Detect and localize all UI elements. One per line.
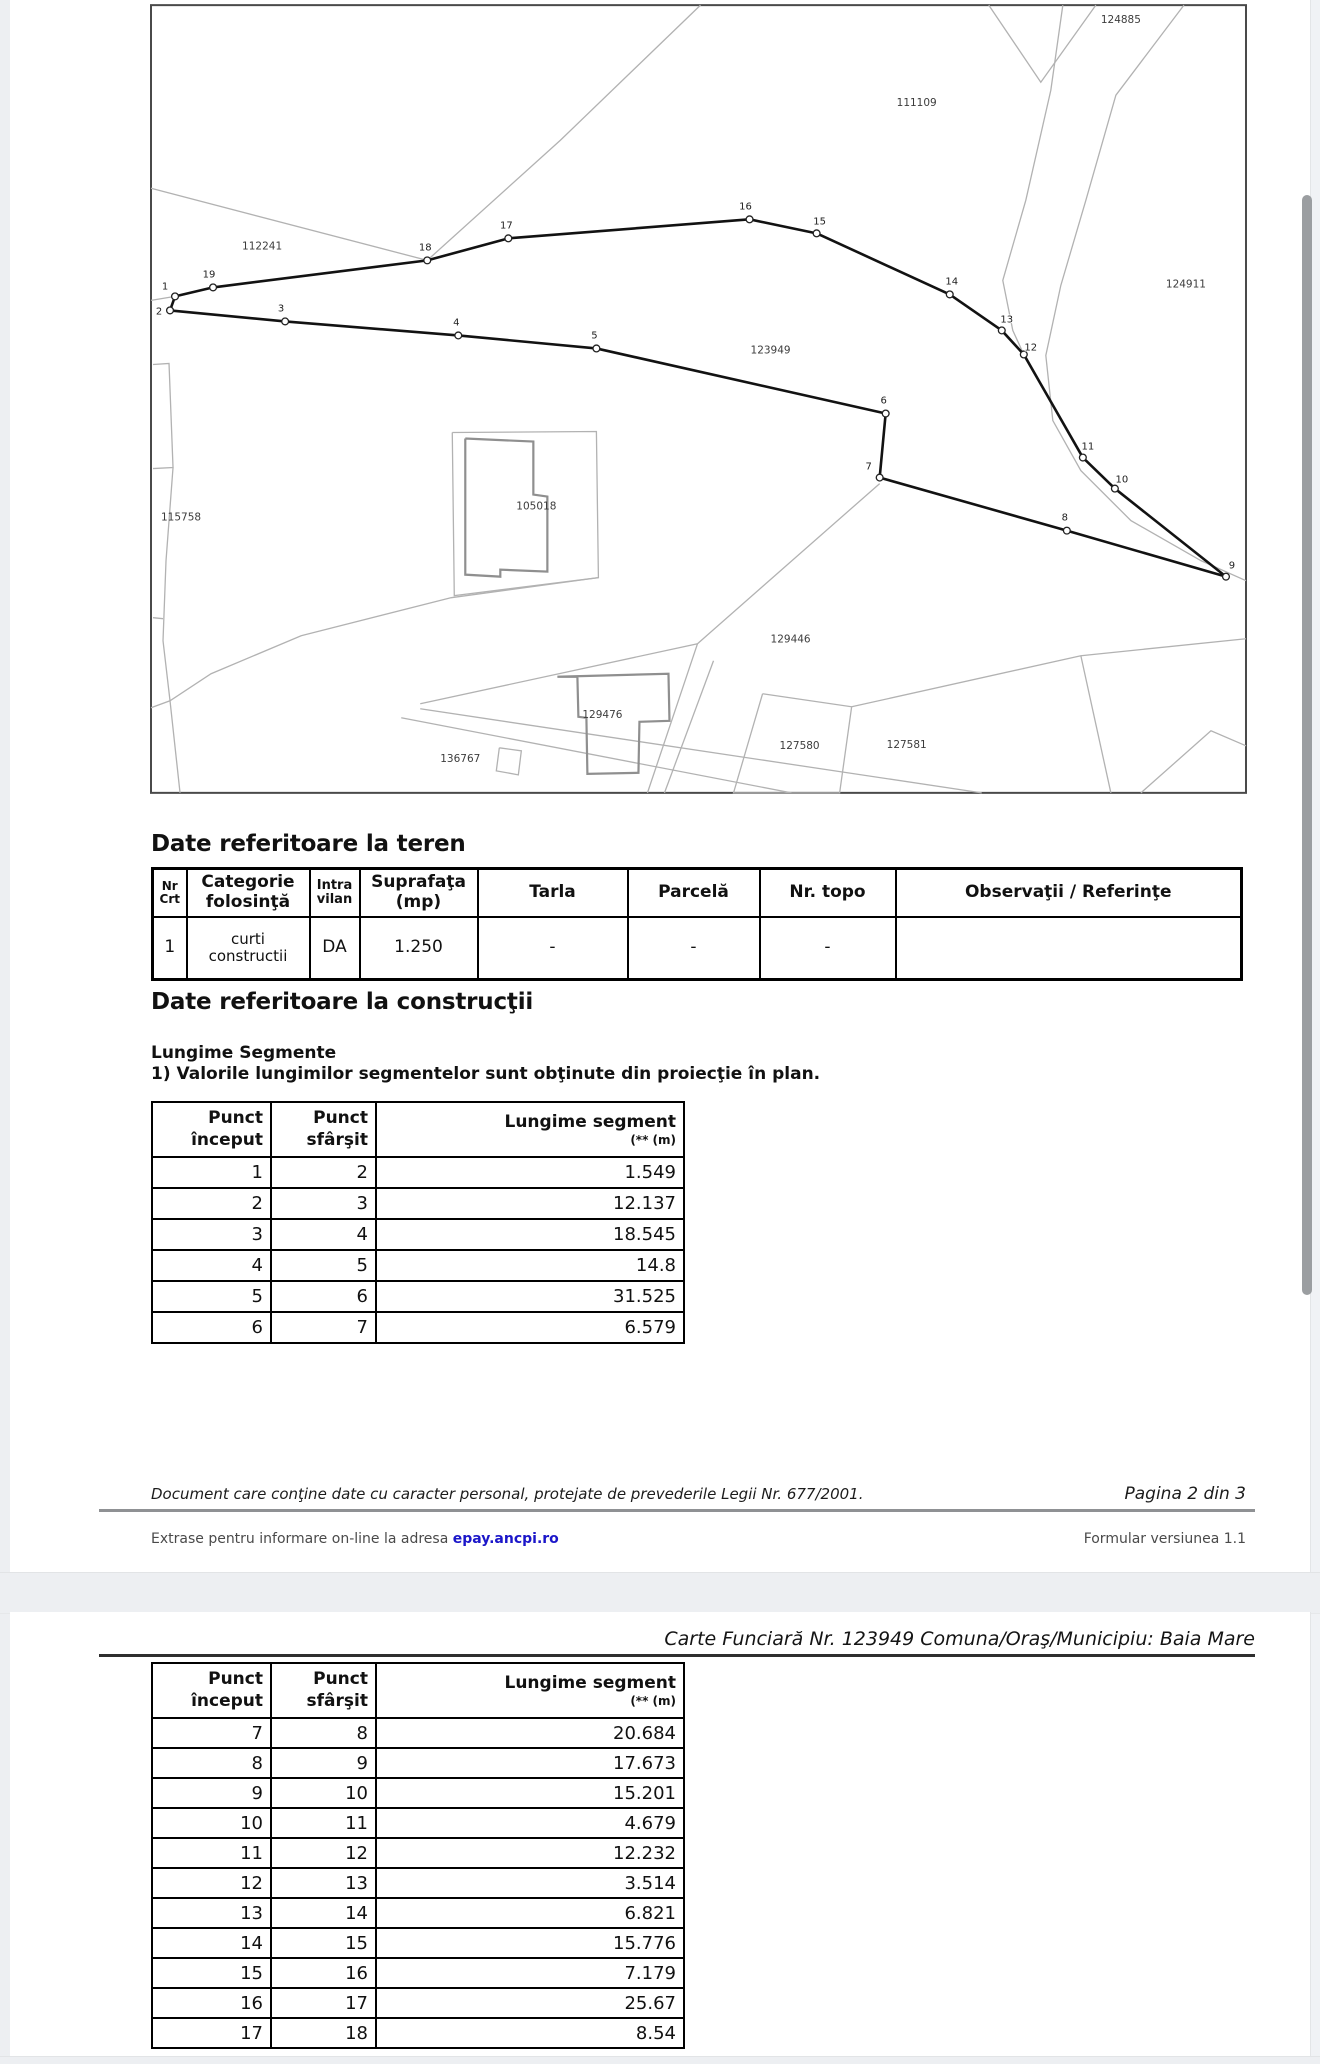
table-cell bbox=[271, 1718, 376, 1748]
boundary-point-marker bbox=[746, 216, 753, 223]
table-cell bbox=[271, 1838, 376, 1868]
table-cell bbox=[271, 1157, 376, 1188]
table-cell-text: 17.673 bbox=[613, 1752, 676, 1774]
table-cell-text: Nr bbox=[161, 878, 178, 893]
table-cell bbox=[152, 1808, 271, 1838]
table-cell-text: 5 bbox=[356, 1255, 368, 1276]
table-cell-text: 16 bbox=[240, 1992, 263, 2014]
boundary-point-number: 13 bbox=[1000, 314, 1014, 326]
table-cell bbox=[152, 1281, 271, 1312]
footer-rule bbox=[99, 1509, 1255, 1512]
formular-version: Formular versiunea 1.1 bbox=[1083, 1531, 1246, 1547]
table-cell bbox=[152, 1157, 271, 1188]
table-cell-text: 14 bbox=[240, 1932, 263, 1954]
table-row bbox=[152, 1868, 684, 1898]
cadastral-map bbox=[150, 4, 1248, 795]
table-cell-text: 1.250 bbox=[394, 937, 443, 958]
page-indicator: Pagina 2 din 3 bbox=[1124, 1484, 1246, 1504]
table-cell-text: 1.549 bbox=[624, 1162, 676, 1183]
table-cell-text: 18.545 bbox=[613, 1224, 676, 1245]
table-cell bbox=[152, 1838, 271, 1868]
table-cell-text: 6.579 bbox=[624, 1317, 676, 1338]
table-cell bbox=[152, 1188, 271, 1219]
table-cell-text: 7 bbox=[356, 1317, 368, 1338]
table-cell bbox=[376, 1838, 684, 1868]
table-cell-text: 8 bbox=[251, 1752, 263, 1774]
segments-data-table bbox=[151, 1101, 685, 1344]
table-cell bbox=[152, 2018, 271, 2048]
footer-privacy-row bbox=[151, 1484, 1246, 1504]
table-cell-text: 6.821 bbox=[624, 1902, 676, 1924]
segments-title: Lungime Segmente bbox=[151, 1043, 337, 1063]
table-cell bbox=[376, 1718, 684, 1748]
table-cell-text: constructii bbox=[208, 947, 288, 965]
boundary-point-number: 19 bbox=[202, 269, 216, 281]
boundary-point-marker bbox=[998, 327, 1005, 334]
table-cell-text: sfârşit bbox=[306, 1129, 368, 1150]
table-cell-text: 4 bbox=[251, 1255, 263, 1276]
table-cell bbox=[376, 1188, 684, 1219]
table-cell bbox=[152, 1748, 271, 1778]
table-cell-text: Punct bbox=[313, 1108, 368, 1129]
boundary-point-marker bbox=[882, 410, 889, 417]
column-header bbox=[628, 869, 760, 918]
table-cell bbox=[271, 1219, 376, 1250]
table-cell-text: 10 bbox=[345, 1782, 368, 1804]
column-header bbox=[310, 869, 360, 918]
epay-ancpi-link[interactable]: epay.ancpi.ro bbox=[452, 1531, 559, 1547]
column-header bbox=[896, 869, 1242, 918]
carte-funciara-heading: Carte Funciară Nr. 123949 Comuna/Oraş/Municipiu: Baia Mare bbox=[664, 1628, 1255, 1650]
table-cell-text: 13 bbox=[345, 1872, 368, 1894]
table-cell-text: 7.179 bbox=[624, 1962, 676, 1984]
table-header-row bbox=[152, 1663, 684, 1718]
table-cell-text: 12.232 bbox=[613, 1842, 676, 1864]
table-cell bbox=[152, 1778, 271, 1808]
table-cell-text: Parcelă bbox=[658, 882, 729, 903]
table-cell-text: folosinţă bbox=[205, 892, 291, 912]
boundary-point-marker bbox=[455, 332, 462, 339]
bottom-cut-band bbox=[0, 2056, 1320, 2064]
table-cell bbox=[271, 1250, 376, 1281]
table-cell-text: 10 bbox=[240, 1812, 263, 1834]
boundary-point-marker bbox=[167, 307, 174, 314]
parcel-number-label: 127581 bbox=[886, 738, 927, 751]
table-row bbox=[152, 1250, 684, 1281]
boundary-point-marker bbox=[505, 235, 512, 242]
boundary-point-number: 17 bbox=[499, 220, 513, 232]
table-cell-text: Intra bbox=[316, 877, 353, 893]
teren-data-table bbox=[151, 867, 1243, 981]
table-cell-text: 8 bbox=[356, 1722, 368, 1744]
table-cell-text: 13 bbox=[240, 1902, 263, 1924]
table-cell bbox=[628, 917, 760, 980]
table-cell-text: Lungime segment bbox=[504, 1111, 676, 1132]
table-cell-text: Lungime segment bbox=[504, 1672, 676, 1693]
parcel-number-label: 115758 bbox=[160, 511, 202, 524]
table-cell bbox=[152, 1988, 271, 2018]
segments-table-page2 bbox=[151, 1101, 685, 1344]
table-cell bbox=[271, 2018, 376, 2048]
boundary-point-number: 9 bbox=[1228, 560, 1236, 572]
table-cell bbox=[376, 1778, 684, 1808]
teren-heading: Date referitoare la teren bbox=[151, 831, 466, 857]
table-header-row bbox=[153, 869, 1242, 918]
table-cell-text: 5 bbox=[251, 1286, 263, 1307]
table-cell-text: 11 bbox=[345, 1812, 368, 1834]
table-cell bbox=[271, 1898, 376, 1928]
column-header bbox=[271, 1102, 376, 1157]
table-cell-text: 3 bbox=[251, 1224, 263, 1245]
table-cell-text: Tarla bbox=[529, 882, 576, 903]
boundary-point-marker bbox=[282, 318, 289, 325]
table-row bbox=[152, 1778, 684, 1808]
parcel-number-label: 111109 bbox=[896, 97, 937, 110]
table-row bbox=[152, 1157, 684, 1188]
extrase-prefix: Extrase pentru informare on-line la adresa bbox=[151, 1531, 453, 1547]
table-cell-text: Punct bbox=[208, 1669, 263, 1690]
boundary-point-marker bbox=[424, 257, 431, 264]
scrollbar-thumb[interactable] bbox=[1302, 195, 1312, 1295]
table-row bbox=[152, 1718, 684, 1748]
table-cell-text: 11 bbox=[240, 1842, 263, 1864]
boundary-point-marker bbox=[1111, 485, 1118, 492]
column-header bbox=[271, 1663, 376, 1718]
table-cell bbox=[376, 1250, 684, 1281]
table-cell bbox=[152, 1250, 271, 1281]
boundary-point-number: 4 bbox=[453, 317, 460, 329]
boundary-point-marker bbox=[946, 291, 953, 298]
boundary-point-number: 15 bbox=[813, 216, 826, 228]
boundary-point-number: 16 bbox=[739, 201, 752, 213]
table-cell-text: 15 bbox=[345, 1932, 368, 1954]
pdf-page-2 bbox=[10, 0, 1311, 1572]
table-cell bbox=[152, 1928, 271, 1958]
segments-data-table bbox=[151, 1662, 685, 2049]
table-row bbox=[152, 1748, 684, 1778]
table-cell-text: 6 bbox=[356, 1286, 368, 1307]
table-cell-text: 14.8 bbox=[635, 1255, 676, 1276]
table-cell bbox=[760, 917, 896, 980]
table-cell-text: 1 bbox=[251, 1162, 263, 1183]
table-cell-text: 31.525 bbox=[613, 1286, 676, 1307]
table-cell-text: 12 bbox=[240, 1872, 263, 1894]
table-cell bbox=[376, 1868, 684, 1898]
table-cell bbox=[152, 1958, 271, 1988]
heading-rule bbox=[99, 1654, 1255, 1657]
table-cell-text: 20.684 bbox=[613, 1722, 676, 1744]
column-header bbox=[376, 1663, 684, 1718]
teren-table bbox=[151, 867, 1243, 981]
boundary-point-number: 1 bbox=[161, 281, 169, 293]
table-cell-text: 17 bbox=[240, 2022, 263, 2044]
boundary-point-number: 11 bbox=[1081, 441, 1095, 453]
table-cell-text: 12.137 bbox=[613, 1193, 676, 1214]
table-row bbox=[152, 1898, 684, 1928]
parcel-number-label: 127580 bbox=[779, 739, 820, 752]
table-cell bbox=[271, 1988, 376, 2018]
boundary-point-number: 8 bbox=[1061, 512, 1069, 524]
table-row bbox=[152, 1219, 684, 1250]
boundary-point-number: 12 bbox=[1024, 342, 1038, 354]
table-row bbox=[152, 1838, 684, 1868]
left-margin-strip bbox=[0, 0, 10, 2064]
table-cell bbox=[152, 1718, 271, 1748]
table-cell-text: 25.67 bbox=[624, 1992, 676, 2014]
table-cell bbox=[360, 917, 478, 980]
table-cell-text: - bbox=[549, 937, 556, 958]
parcel-number-label: 105018 bbox=[516, 500, 557, 513]
table-row bbox=[152, 2018, 684, 2048]
table-cell-text: 4 bbox=[356, 1224, 368, 1245]
table-cell-text: început bbox=[191, 1129, 263, 1150]
table-cell-text: - bbox=[690, 937, 697, 958]
table-row bbox=[152, 1312, 684, 1343]
parcel-number-label: 129446 bbox=[770, 633, 811, 646]
table-cell bbox=[376, 1928, 684, 1958]
table-cell bbox=[271, 1312, 376, 1343]
table-cell bbox=[271, 1281, 376, 1312]
parcel-number-label: 136767 bbox=[440, 752, 481, 765]
table-cell bbox=[152, 1868, 271, 1898]
table-row bbox=[153, 917, 1242, 980]
table-cell bbox=[376, 1898, 684, 1928]
table-cell-text: Categorie bbox=[201, 872, 295, 893]
table-cell bbox=[271, 1808, 376, 1838]
table-cell-text: 15.776 bbox=[613, 1932, 676, 1954]
table-cell bbox=[271, 1188, 376, 1219]
table-row bbox=[152, 1281, 684, 1312]
boundary-point-marker bbox=[172, 293, 179, 300]
table-cell-text: 2 bbox=[251, 1193, 263, 1214]
table-cell-text: 4.679 bbox=[624, 1812, 676, 1834]
boundary-point-marker bbox=[1223, 573, 1230, 580]
table-cell bbox=[376, 1281, 684, 1312]
boundary-point-number: 10 bbox=[1115, 474, 1129, 486]
table-cell bbox=[376, 2018, 684, 2048]
parcel-number-label: 123949 bbox=[750, 344, 791, 357]
column-header bbox=[760, 869, 896, 918]
table-cell bbox=[152, 1219, 271, 1250]
table-cell-text: 1 bbox=[164, 937, 176, 958]
table-cell-text: vilan bbox=[316, 892, 353, 907]
table-cell-text: 3 bbox=[356, 1193, 368, 1214]
table-cell-text: 9 bbox=[251, 1782, 263, 1804]
column-header bbox=[360, 869, 478, 918]
table-cell-text: 14 bbox=[345, 1902, 368, 1924]
boundary-point-number: 3 bbox=[277, 303, 285, 315]
column-header bbox=[152, 1663, 271, 1718]
table-cell-text: 7 bbox=[251, 1722, 263, 1744]
boundary-point-marker bbox=[1079, 454, 1086, 461]
table-cell bbox=[376, 1219, 684, 1250]
parcel-number-label: 129476 bbox=[582, 708, 623, 721]
table-cell bbox=[271, 1958, 376, 1988]
table-cell-text: 18 bbox=[345, 2022, 368, 2044]
table-cell-text: 12 bbox=[345, 1842, 368, 1864]
table-cell-text: 15.201 bbox=[613, 1782, 676, 1804]
map-frame bbox=[151, 5, 1246, 793]
table-cell bbox=[376, 1748, 684, 1778]
table-cell-text: 15 bbox=[240, 1962, 263, 1984]
boundary-point-number: 5 bbox=[591, 330, 598, 342]
table-cell bbox=[376, 1988, 684, 2018]
extrase-note bbox=[151, 1531, 559, 1547]
boundary-point-number: 2 bbox=[155, 306, 163, 318]
parcel-number-label: 124885 bbox=[1100, 14, 1141, 27]
pdf-page-3 bbox=[10, 1612, 1311, 2056]
column-header bbox=[187, 869, 310, 918]
table-row bbox=[152, 1188, 684, 1219]
table-cell-text: (mp) bbox=[395, 892, 442, 912]
table-cell bbox=[896, 917, 1242, 980]
boundary-point-number: 7 bbox=[865, 461, 872, 473]
table-cell-text: Punct bbox=[313, 1669, 368, 1690]
table-cell-text: Nr. topo bbox=[789, 882, 866, 903]
parcel-number-label: 124911 bbox=[1165, 278, 1206, 291]
table-cell bbox=[376, 1958, 684, 1988]
boundary-point-marker bbox=[210, 284, 217, 291]
table-row bbox=[152, 1928, 684, 1958]
table-cell bbox=[271, 1748, 376, 1778]
table-cell bbox=[271, 1778, 376, 1808]
table-cell bbox=[478, 917, 628, 980]
page-separator-band bbox=[0, 1572, 1320, 1614]
boundary-point-marker bbox=[593, 345, 600, 352]
table-cell bbox=[153, 917, 187, 980]
table-cell-text: 9 bbox=[356, 1752, 368, 1774]
table-cell-text: 17 bbox=[345, 1992, 368, 2014]
table-cell bbox=[152, 1898, 271, 1928]
table-cell-text: DA bbox=[322, 937, 347, 958]
table-cell bbox=[271, 1868, 376, 1898]
table-cell-text: - bbox=[824, 937, 831, 958]
parcel-number-label: 112241 bbox=[242, 240, 283, 253]
table-cell-text: (** (m) bbox=[630, 1133, 676, 1148]
table-cell-text: Punct bbox=[208, 1108, 263, 1129]
table-cell-text: 2 bbox=[356, 1162, 368, 1183]
table-cell bbox=[271, 1928, 376, 1958]
column-header bbox=[478, 869, 628, 918]
table-cell-text: curti bbox=[231, 929, 265, 948]
boundary-point-marker bbox=[1063, 527, 1070, 534]
column-header bbox=[152, 1102, 271, 1157]
table-cell bbox=[310, 917, 360, 980]
boundary-point-number: 6 bbox=[880, 395, 887, 407]
table-cell-text: Suprafaţa bbox=[371, 872, 466, 893]
boundary-point-marker bbox=[813, 230, 820, 237]
table-cell-text: 16 bbox=[345, 1962, 368, 1984]
table-cell bbox=[376, 1808, 684, 1838]
privacy-note: Document care conţine date cu caracter personal, protejate de prevederile Legii Nr. 677/2001. bbox=[151, 1485, 864, 1503]
table-cell-text: sfârşit bbox=[306, 1690, 368, 1711]
table-cell-text: 6 bbox=[251, 1317, 263, 1338]
footer-info-row bbox=[151, 1531, 1246, 1547]
table-cell bbox=[376, 1157, 684, 1188]
table-row bbox=[152, 1958, 684, 1988]
table-cell bbox=[376, 1312, 684, 1343]
table-row bbox=[152, 1808, 684, 1838]
table-cell bbox=[187, 917, 310, 980]
table-header-row bbox=[152, 1102, 684, 1157]
table-cell-text: Crt bbox=[159, 892, 180, 906]
boundary-point-number: 14 bbox=[945, 276, 959, 288]
boundary-point-number: 18 bbox=[418, 242, 432, 254]
segments-note: 1) Valorile lungimilor segmentelor sunt obţinute din proiecţie în plan. bbox=[151, 1064, 821, 1084]
table-row bbox=[152, 1988, 684, 2018]
column-header bbox=[376, 1102, 684, 1157]
table-cell bbox=[152, 1312, 271, 1343]
boundary-point-marker bbox=[876, 474, 883, 481]
table-cell-text: (** (m) bbox=[630, 1694, 676, 1709]
table-cell-text: Observaţii / Referinţe bbox=[964, 882, 1172, 903]
table-cell-text: 3.514 bbox=[624, 1872, 676, 1894]
table-cell-text: 8.54 bbox=[635, 2022, 676, 2044]
column-header bbox=[153, 869, 187, 918]
table-cell-text: început bbox=[191, 1690, 263, 1711]
constructii-heading: Date referitoare la construcţii bbox=[151, 989, 534, 1015]
segments-table-page3 bbox=[151, 1662, 685, 2049]
